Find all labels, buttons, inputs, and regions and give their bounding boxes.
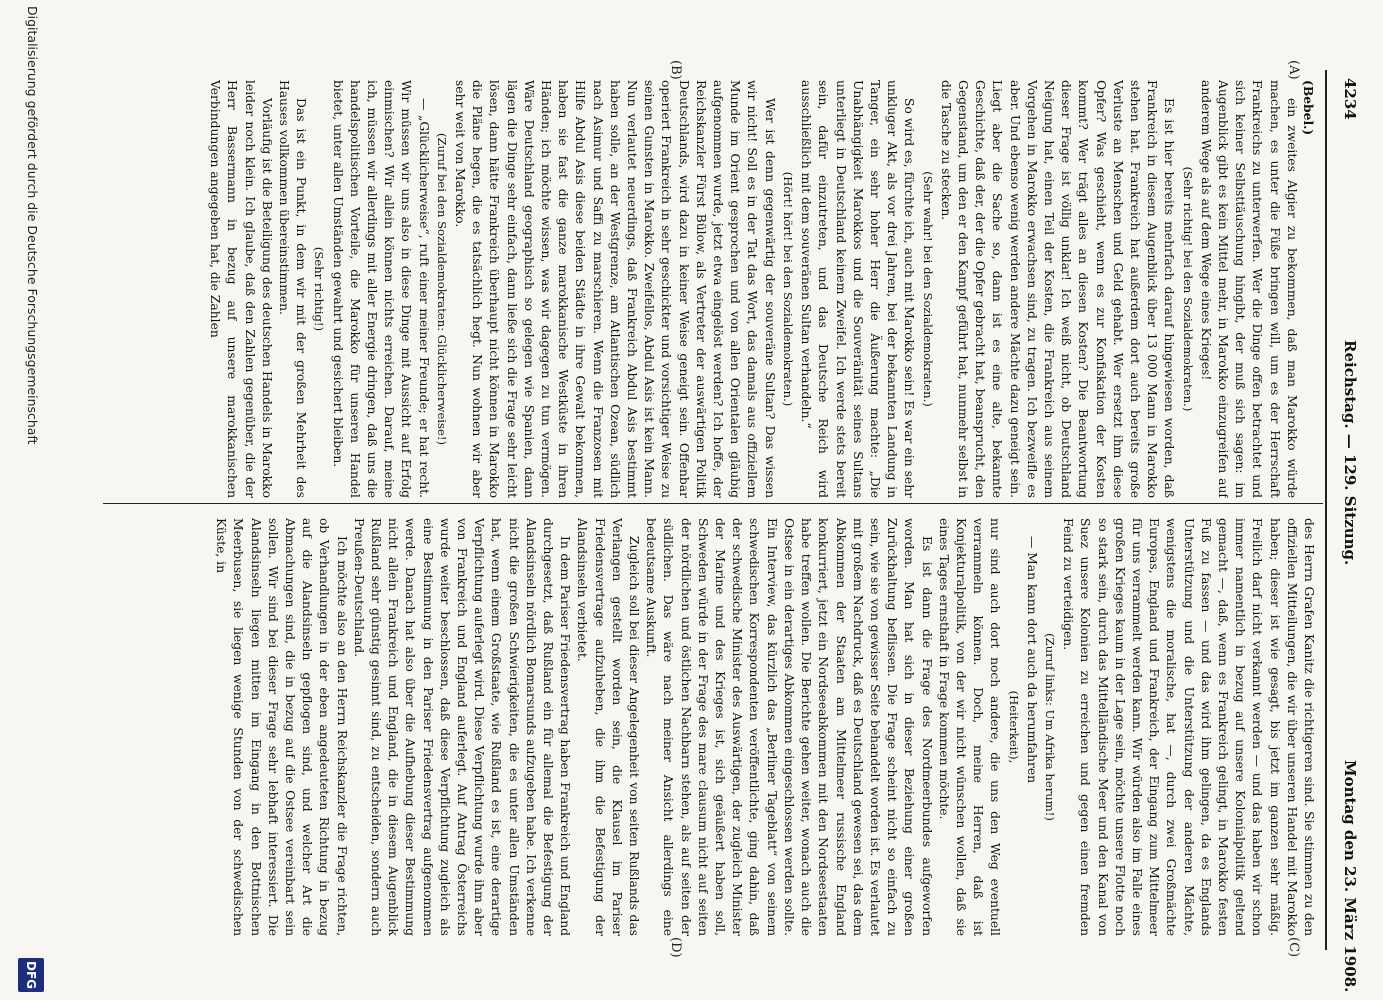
margin-mark-a: (A) <box>1286 60 1301 80</box>
interjection: (Sehr wahr! bei den Sozialdemokraten.) <box>920 171 935 407</box>
interjection: (Zuruf bei den Sozialdemokraten: Glücklicherweise!) <box>434 132 449 446</box>
session-title: Reichstag. — 129. Sitzung. <box>1341 340 1359 566</box>
paragraph: — Man kann dort auch da herumfahren <box>1024 536 1039 784</box>
paragraph: Vorläufig ist die Beteiligung des deutschen Handels in Marokko leider noch klein. Ich glaube, daß den Zahlen gegenüber, die der Herr Bassermann in bezug auf unsere marokkanischen Verbindungen angegeben hat, die Zahlen <box>208 80 274 498</box>
paragraph: Das ist ein Punkt, in dem wir mit der großen Mehrheit des Hauses vollkommen übereinstimmen. <box>277 80 309 498</box>
interjection: (Sehr richtig! bei den Sozialdemokraten.) <box>1180 166 1195 412</box>
footer-text: Digitalisierung gefördert durch die Deutsche Forschungsgemeinschaft <box>25 6 40 445</box>
digitization-footer <box>12 0 46 1000</box>
paragraph: Es ist hier bereits mehrfach darauf hingewiesen worden, daß Frankreich in diesem Augenblick über 13 000 Mann in Marokko stehen hat. Frankreich hat außerdem dort auch bereits große Verluste an Menschen und Geld gehabt. Wer ersetzt ihm diese Opfer? Was geschieht, wenn es zur Konfiskation der Kosten kommt? Wer trägt alles an diesen Kosten? Die Beantwortung dieser Frage ist völlig unklar! Ich weiß nicht, ob Deutschland Neigung hat, einen Teil der Kosten, die Frankreich aus seinem Vorgehen in Marokko erwachsen sind, zu tragen. Ich bezweifle es aber. Und ebenso wenig werden andere Mächte dazu geneigt sein. Liegt aber die Sache so, dann ist es eine alte, bekannte Geschichte, daß der, der die Opfer gebracht hat, beansprucht, den Gegenstand, um den er den Kampf geführt hat, nunmehr selbst in die Tasche zu stecken. <box>938 80 1177 498</box>
dfg-logo: DFG <box>18 958 44 992</box>
paragraph: Es ist dann die Frage des Nordmeerbundes aufgeworfen worden. Man hat sich in dieser Beziehung einer großen Zurückhaltung beflissen. Die Frage scheint nicht so einfach zu sein, wie sie von gewisser Seite behandelt worden ist. Es verlautet mit großem Nachdruck, daß es Deutschland gewesen sei, das dem Abkommen der Staaten am Mittelmeer russische England konkurriert, jetzt ein Nordseeabkommen mit den Nordseestaaten habe treffen wollen. Die Berichte gehen weiter, wonach auch die Ostsee in ein derartiges Abkommen eingeschlossen werden sollte. Ein Interview, das kürzlich das „Berliner Tageblatt“ von seinem schwedischen Korrespondenten veröffentlichte, ging dahin, daß der schwedische Minister des Auswärtigen, der zugleich Minister der Marine und des Krieges ist, sich geäußert haben soll, Schweden würde in der Frage des mare clausum nicht auf seiten der nördlichen und östlichen Nachbarn stehen, als auf seiten der südlichen. Das wäre nach meiner Ansicht allerdings eine bedeutsame Auskunft. <box>644 518 934 936</box>
interjection: (Sehr richtig!) <box>312 246 327 332</box>
page-number: 4234 <box>1341 78 1359 120</box>
paragraph: des Herrn Grafen Kanitz die richtigeren sind. Sie stimmen zu den offiziellen Mitteilungen, die wir über unseren Handel mit Marokko haben; dieser ist wie gesagt, bis jetzt im ganzen sehr mäßig. Freilich darf nicht verkannt werden — und das haben wir schon immer namentlich in bezug auf unsere Kolonialpolitik geltend gemacht —, daß, wenn es Frankreich gelingt, in Marokko festen Fuß zu fassen — und das wird ihm gelingen, da es Englands Unterstützung und die Unterstützung der anderen Mächte, wenigstens die moralische, hat —, durch zwei Großmächte Europas, England und Frankreich, der Eingang zum Mittelmeer für uns verrammelt werden kann. Wir würden also im Falle eines großen Krieges kaum in der Lage sein, möchte unsere Flotte noch so stark sein, durch das Mittelländische Meer und den Kanal von Suez unsere Kolonien zu erreichen und gegen einen fremden Feind zu verteidigen. <box>1061 518 1316 936</box>
paragraph: Ich möchte also an den Herrn Reichskanzler die Frage richten, ob Verhandlungen in der eben angedeuteten Richtung in bezug auf die Alandsinseln gepflogen sind, und welcher Art die Abmachungen sind, die in bezug auf die Ostsee vereinbart sein sollen. Wir sind bei dieser Frage sehr lebhaft interessiert. Die Alandsinseln liegen mitten im Eingang in den Bottnischen Meerbusen, sie liegen wenige Stunden von der schwedischen Küste, in <box>214 518 349 936</box>
margin-mark-d: (D) <box>668 937 683 958</box>
paragraph: ein zweites Algier zu bekommen, daß man Marokko würde machen, es unter die Füße bringen will, um es der Herrschaft Frankreichs zu unterwerfen. Wer die Dinge offen betrachtet und sich keiner Selbsttäuschung hingibt, der muß sich sagen: im Augenblick gibt es kein Mittel mehr, in Marokko einzugreifen auf anderem Wege als auf dem Wege eines Krieges! <box>1198 80 1299 498</box>
interjection: (Zuruf links: Um Afrika herum!) <box>1042 633 1057 821</box>
margin-mark-c: (C) <box>1286 937 1301 958</box>
paragraph: In dem Pariser Friedensvertrag haben Frankreich und England durchgesetzt, daß Rußland ein für allemal die Befestigung der Alandsinseln nördlich Bomarsunds aufzugeben habe. Ich verkenne nicht die großen Schwierigkeiten, die es unter allen Umständen hat, wenn einem Großstaate, wie Rußland es ist, eine derartige Verpflichtung auferlegt wird. Diese Verpflichtung wurde ihm aber von Frankreich und England auferlegt. Auf Antrag Österreichs wurde weiter beschlossen, daß diese Verpflichtung zugleich als eine Bestimmung in den Pariser Friedensvertrag aufgenommen werde. Danach hat also über die Aufhebung dieser Bestimmung nicht allein Frankreich und England, die in diesem Augenblick Rußland sehr günstig gesinnt sind, zu entscheiden, sondern auch Preußen-Deutschland. <box>351 518 573 936</box>
paragraph: nur sind auch dort noch andere, die uns den Weg eventuell verrammeln können. Doch, meine Herren, daß ist Konjekturalpolitik, von der wir nicht wünschen wollen, daß sie eines Tages ernsthaft in Frage kommen möchte. <box>936 518 1003 936</box>
paragraph: Zugleich soll bei dieser Angelegenheit von seiten Rußlands das Verlangen gestellt worden sein, die Klausel im Pariser Friedensvertrage aufzuheben, die ihm die Befestigung der Alandsinseln verbietet. <box>575 518 642 936</box>
session-date: Montag den 23. März 1908. <box>1341 760 1359 993</box>
paragraph: — „Glücklicherweise“, ruft einer meiner Freunde; er hat recht. Wir müssen wir uns also in diese Dinge mit Aussicht auf Erfolg einmischen? Wir allein können nichts erreichen. Darauf, meine ich, müssen wir allerdings mit aller Energie dringen, daß uns die handelspolitischen Vorteile, die Marokko für unseren Handel bietet, unter allen Umständen gewahrt und gesichert bleiben. <box>330 80 431 498</box>
speaker-name: (Bebel.) <box>1301 80 1316 136</box>
text-column-right <box>109 518 1317 936</box>
column-divider <box>103 503 1323 504</box>
text-column-left <box>109 80 1317 498</box>
margin-mark-b: (B) <box>668 60 683 80</box>
header-rule <box>1325 70 1327 950</box>
interjection: (Hört! hört! bei den Sozialdemokraten.) <box>780 171 795 407</box>
paragraph: Wer ist denn gegenwärtig der souveräne Sultan? Das wissen wir nicht! Soll es in der Tat das Wort, das damals aus offiziellem Munde im Orient gesprochen und von allen Orientalen gläubig aufgenommen wurde, jetzt etwa eingelöst werden? Ich hoffe, der Reichskanzler Fürst Bülow, als Vertreter der auswärtigen Politik Deutschlands, wird dazu in keiner Weise geneigt sein. Offenbar operiert Frankreich in sehr geschickter und vorsichtiger Weise zu seinen Gunsten in Marokko. Zweifellos, Abdul Asis ist kein Mann. Nun verlautet neuerdings, daß Frankreich Abdul Asis bestimmt haben solle, an der Westgrenze, am Atlantischen Ozean, südlich nach Asimur und Saffi zu marschieren. Wenn die Franzosen mit Hilfe Abdul Asis diese beiden Städte in ihre Gewalt bekommen, haben sie fast die ganze marokkanische Westküste in ihren Händen; ich möchte wissen, was wir dagegen zu tun vermögen. Wäre Deutschland geographisch so gelegen wie Spanien, dann lägen die Dinge sehr einfach, dann ließe sich die Frage sehr leicht lösen, dann hätte Frankreich überhaupt nicht können in Marokko die Pläne hegen, die es tatsächlich hegt. Nun wohnen wir aber sehr weit von Marokko. <box>453 80 777 498</box>
paragraph: So wird es, fürchte ich, auch mit Marokko sein! Es war ein sehr unkluger Akt, als vor drei Jahren, bei der bekannten Landung in Tanger, ein sehr hoher Herr die Äußerung machte: „Die Unabhängigkeit Marokkos und die Souveränität seines Sultans unterliegt in Deutschland keinem Zweifel. Ich werde stets bereit sein, dafür einzutreten, und das Deutsche Reich wird ausschließlich mit dem souveränen Sultan verhandeln.“ <box>799 80 917 498</box>
interjection: (Heiterkeit), <box>1006 690 1021 764</box>
